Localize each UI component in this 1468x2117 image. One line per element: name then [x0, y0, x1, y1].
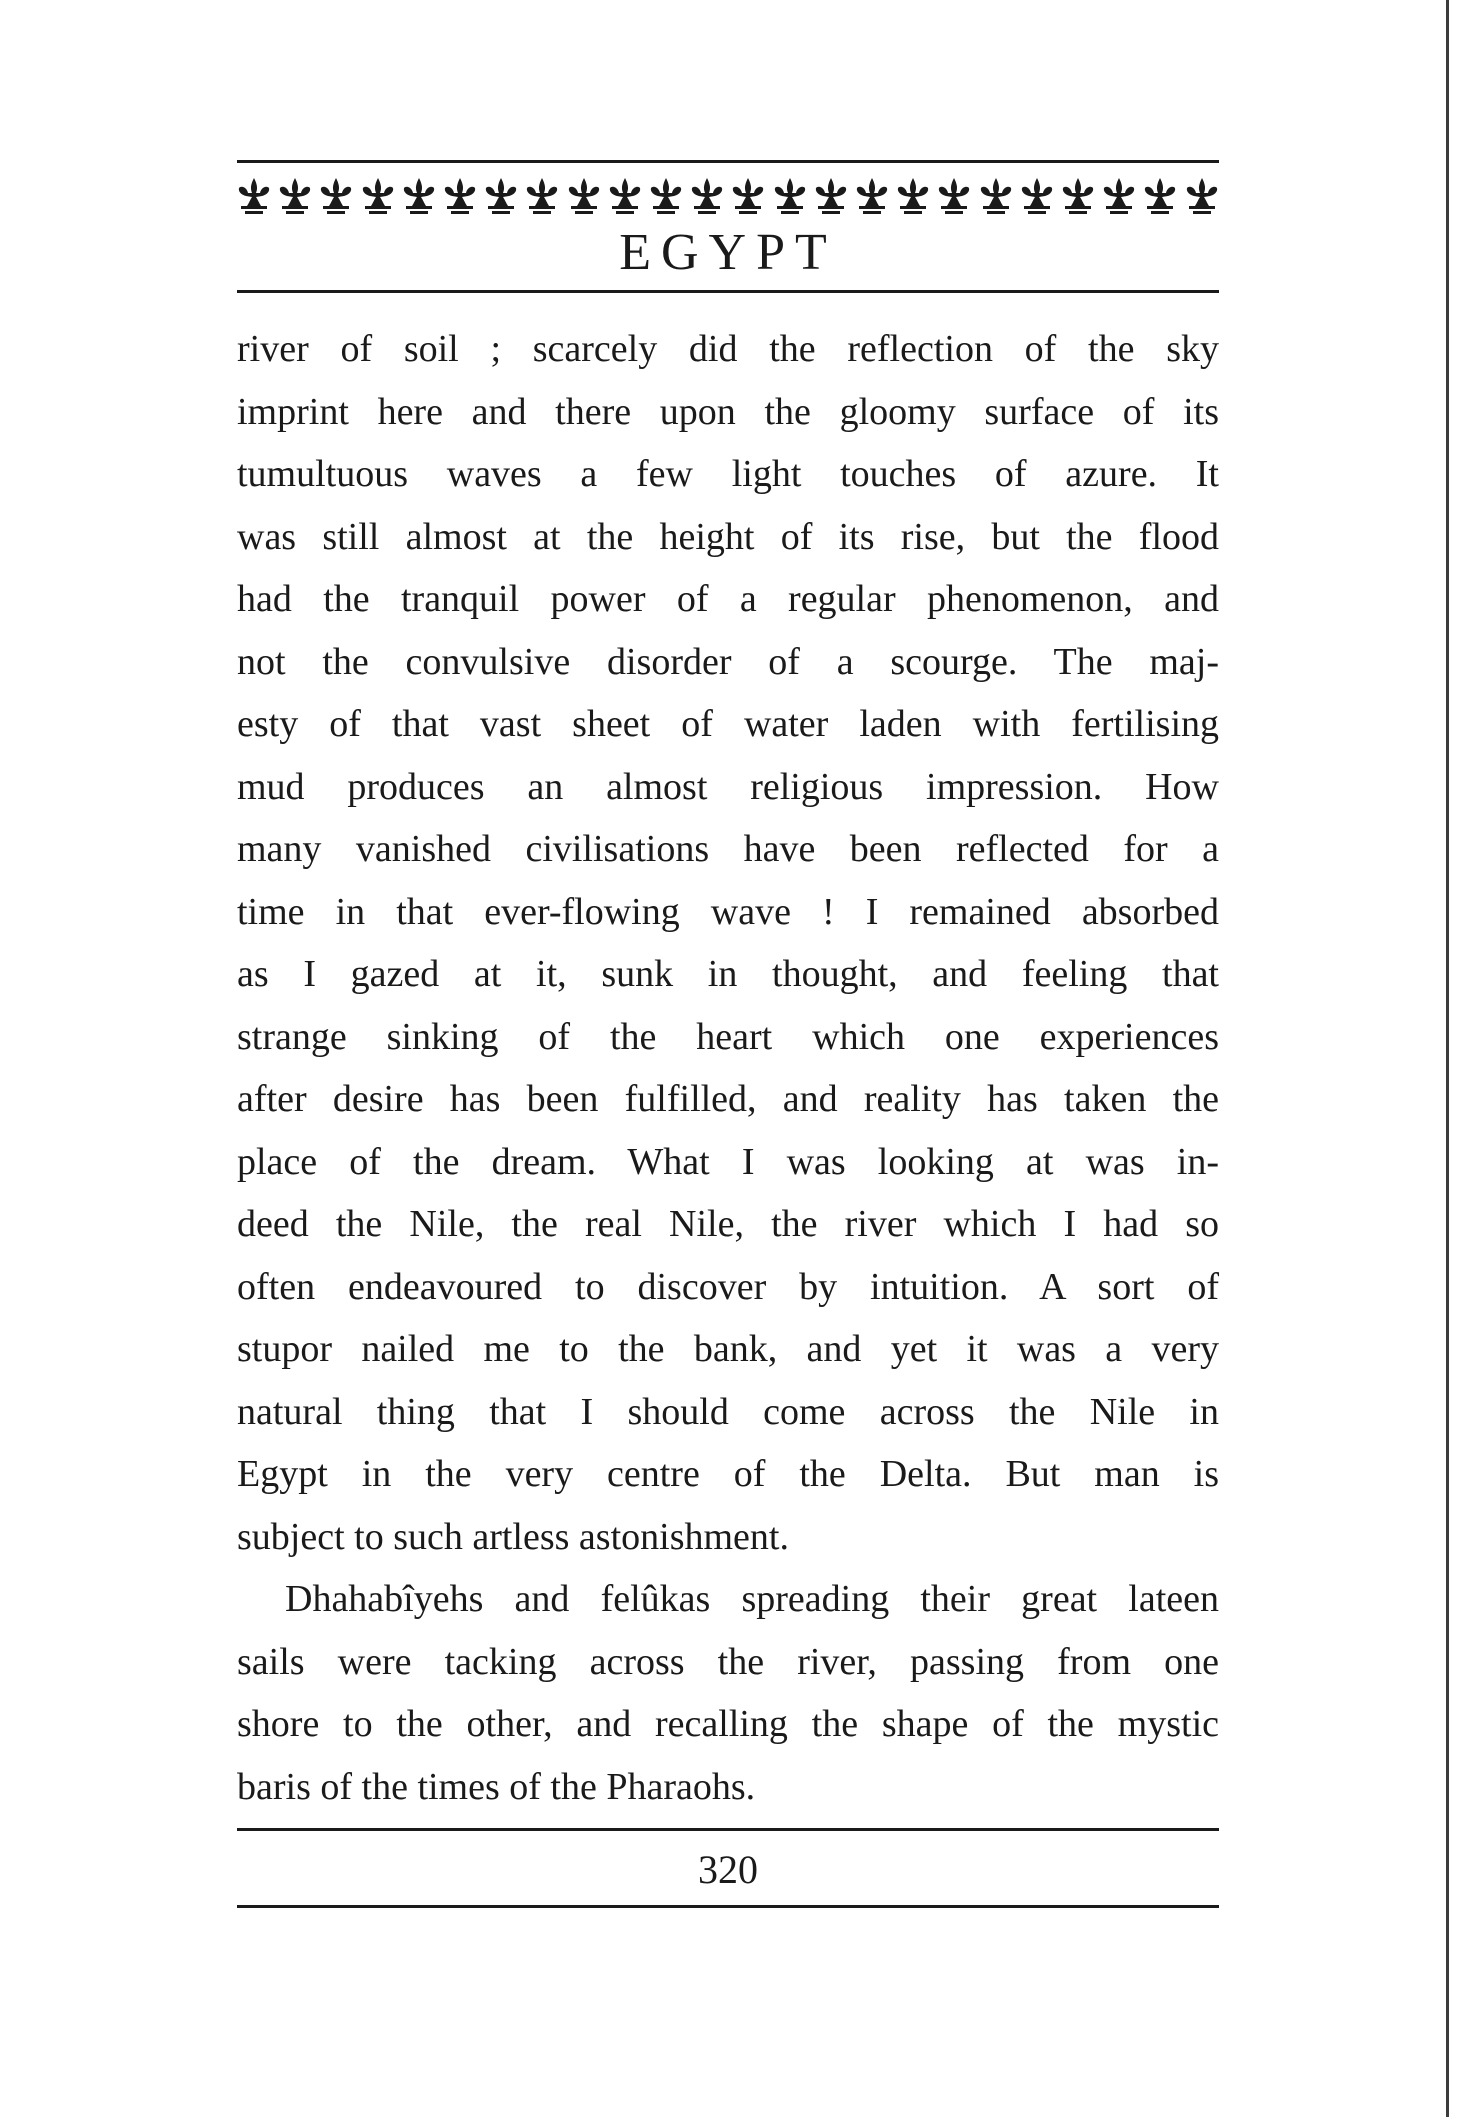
fleur-de-lis-icon — [773, 176, 807, 216]
fleur-de-lis-icon — [979, 176, 1013, 216]
fleur-de-lis-icon — [855, 176, 889, 216]
text-line: river of soil ; scarcely did the reflection of the sky — [237, 328, 1219, 370]
text-line: baris of the times of the Pharaohs. — [237, 1765, 756, 1808]
text-line: subject to such artless astonishment. — [237, 1515, 789, 1558]
text-line: time in that ever-flowing wave ! I remained absorbed — [237, 890, 1219, 933]
fleur-de-lis-icon — [237, 176, 271, 216]
text-line: natural thing that I should come across the Nile in — [237, 1390, 1219, 1433]
fleur-de-lis-icon — [896, 176, 930, 216]
fleur-de-lis-icon — [361, 176, 395, 216]
body-text — [237, 318, 1219, 1818]
fleur-de-lis-icon — [814, 176, 848, 216]
fleur-de-lis-icon — [567, 176, 601, 216]
fleur-de-lis-icon — [1143, 176, 1177, 216]
text-line: was still almost at the height of its rise, but the flood — [237, 515, 1219, 558]
text-line: mud produces an almost religious impression. How — [237, 765, 1219, 808]
fleur-de-lis-icon — [319, 176, 353, 216]
ornament-border — [237, 172, 1219, 220]
fleur-de-lis-icon — [937, 176, 971, 216]
text-line: strange sinking of the heart which one experiences — [237, 1015, 1219, 1058]
fleur-de-lis-icon — [649, 176, 683, 216]
text-line: place of the dream. What I was looking at was in- — [237, 1140, 1219, 1183]
footer-rule-top — [237, 1828, 1219, 1831]
text-line: sails were tacking across the river, passing from one — [237, 1640, 1219, 1683]
text-line: had the tranquil power of a regular phenomenon, and — [237, 578, 1219, 620]
text-line: after desire has been fulfilled, and reality has taken the — [237, 1078, 1219, 1120]
fleur-de-lis-icon — [1102, 176, 1136, 216]
text-line: imprint here and there upon the gloomy surface of its — [237, 390, 1219, 433]
text-line: as I gazed at it, sunk in thought, and feeling that — [237, 953, 1219, 995]
text-line: esty of that vast sheet of water laden with fertilising — [237, 703, 1219, 745]
fleur-de-lis-icon — [525, 176, 559, 216]
text-line: many vanished civilisations have been reflected for a — [237, 828, 1219, 870]
running-head: EGYPT — [619, 224, 837, 281]
page-number: 320 — [698, 1847, 758, 1892]
footer-rule-bottom — [237, 1905, 1219, 1908]
fleur-de-lis-icon — [402, 176, 436, 216]
fleur-de-lis-icon — [690, 176, 724, 216]
fleur-de-lis-icon — [608, 176, 642, 216]
right-page-edge — [1446, 0, 1449, 2117]
text-line: not the convulsive disorder of a scourge. The maj- — [237, 640, 1219, 683]
fleur-de-lis-icon — [1061, 176, 1095, 216]
text-line: often endeavoured to discover by intuition. A sort of — [237, 1265, 1219, 1308]
fleur-de-lis-icon — [278, 176, 312, 216]
text-line: Dhahabîyehs and felûkas spreading their great lateen — [285, 1578, 1219, 1620]
text-line: deed the Nile, the real Nile, the river which I had so — [237, 1203, 1219, 1245]
fleur-de-lis-icon — [484, 176, 518, 216]
fleur-de-lis-icon — [443, 176, 477, 216]
top-rule — [237, 160, 1219, 163]
header-rule — [237, 290, 1219, 293]
text-line: shore to the other, and recalling the shape of the mystic — [237, 1703, 1219, 1745]
fleur-de-lis-icon — [1185, 176, 1219, 216]
text-line: Egypt in the very centre of the Delta. But man is — [237, 1453, 1219, 1495]
text-line: stupor nailed me to the bank, and yet it was a very — [237, 1328, 1219, 1370]
text-line: tumultuous waves a few light touches of azure. It — [237, 453, 1219, 495]
fleur-de-lis-icon — [731, 176, 765, 216]
fleur-de-lis-icon — [1020, 176, 1054, 216]
